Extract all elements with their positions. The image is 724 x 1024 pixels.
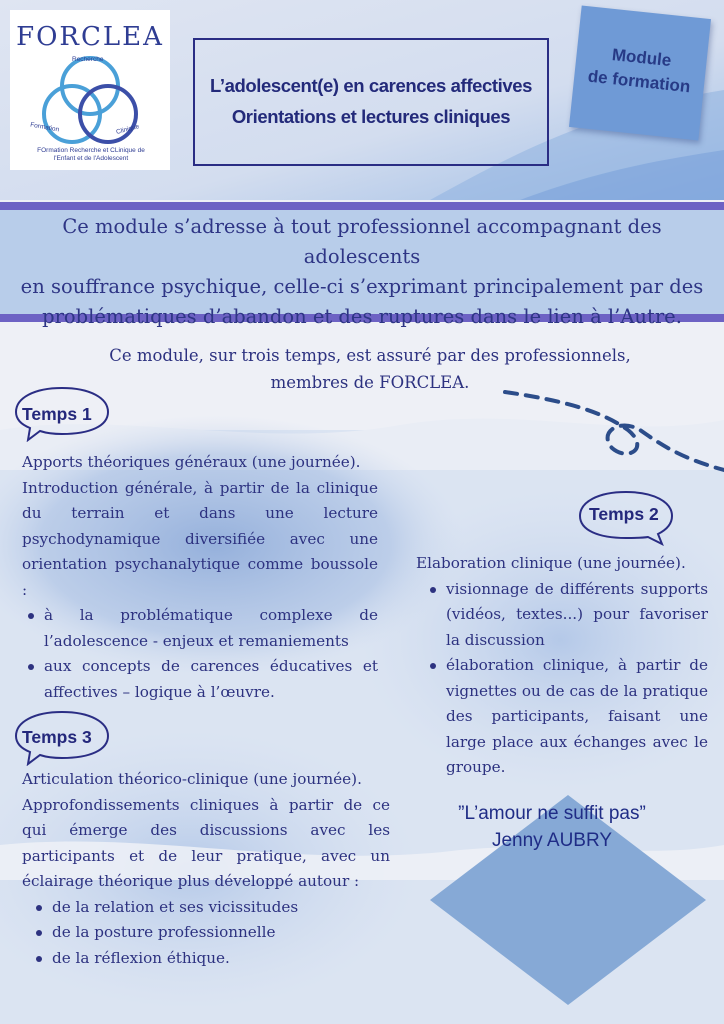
list-item: à la problématique complexe de l’adolescence - enjeux et remaniements [22, 603, 378, 654]
temps2-label: Temps 2 [589, 504, 659, 524]
logo-subtitle-2: l'Enfant et de l'Adolescent [53, 155, 129, 162]
temps2-bullets [424, 577, 708, 781]
temps3-bullets [30, 895, 390, 972]
temps1-label: Temps 1 [22, 404, 92, 424]
logo-subtitle-1: FOrmation Recherche et CLinique de [37, 147, 145, 154]
quote-text: ”L’amour ne suffit pas” [458, 803, 646, 824]
quote-author: Jenny AUBRY [491, 830, 613, 851]
list-item: de la posture professionnelle [30, 920, 390, 946]
logo-name: FORCLEA [16, 22, 164, 52]
title-line-2: Orientations et lectures cliniques [231, 106, 511, 127]
list-item: élaboration clinique, à partir de vignettes ou de cas de la pratique des participants, faisant une large place aux échanges avec le groupe. [424, 653, 708, 781]
module-badge [569, 6, 711, 141]
title-box [193, 38, 549, 166]
logo-word-clinique: Clinique [115, 123, 141, 136]
temps3-text: Approfondissements cliniques à partir de ce qui émerge des discussions avec les participants et de leur pratique, avec un éclairage théorique plus développé autour : [22, 795, 390, 890]
list-item: aux concepts de carences éducatives et affectives – logique à l’œuvre. [22, 654, 378, 705]
temps2-section [416, 551, 708, 781]
logo-word-recherche: Recherche [72, 56, 104, 63]
lead-line-2: membres de FORCLEA. [270, 373, 470, 392]
temps1-text: Introduction générale, à partir de la clinique du terrain et dans une lecture psychodynamique diversifiée avec une orientation psychanalytique comme boussole : [22, 478, 378, 599]
logo-word-formation: Formation [29, 121, 60, 134]
module-badge-line-2: de formation [586, 66, 692, 97]
temps1-heading: Apports théoriques généraux (une journée). [22, 453, 361, 471]
list-item: visionnage de différents supports (vidéos, textes...) pour favoriser la discussion [424, 577, 708, 654]
logo-subtitle [16, 147, 166, 163]
temps3-section [22, 767, 390, 971]
temps1-section [22, 450, 378, 705]
temps2-heading: Elaboration clinique (une journée). [416, 554, 686, 572]
quote [416, 800, 688, 854]
list-item: de la relation et ses vicissitudes [30, 895, 390, 921]
list-item: de la réflexion éthique. [30, 946, 390, 972]
intro-line-1: Ce module s’adresse à tout professionnel accompagnant des adolescents [62, 215, 662, 268]
module-badge-line-1: Module [611, 45, 673, 71]
intro-line-2: en souffrance psychique, celle-ci s’exprimant principalement par des [20, 275, 704, 298]
intro-text [10, 212, 714, 332]
lead-line-1: Ce module, sur trois temps, est assuré par des professionnels, [109, 346, 631, 365]
temps3-label: Temps 3 [22, 727, 92, 747]
forclea-logo [10, 10, 170, 170]
lead-text [100, 342, 640, 396]
temps1-bullets [22, 603, 378, 705]
logo-rings-icon [30, 50, 150, 150]
intro-line-3: problématiques d’abandon et des ruptures dans le lien à l’Autre. [42, 305, 682, 328]
title-line-1: L’adolescent(e) en carences affectives [209, 75, 533, 96]
temps3-heading: Articulation théorico-clinique (une journée). [22, 770, 362, 788]
